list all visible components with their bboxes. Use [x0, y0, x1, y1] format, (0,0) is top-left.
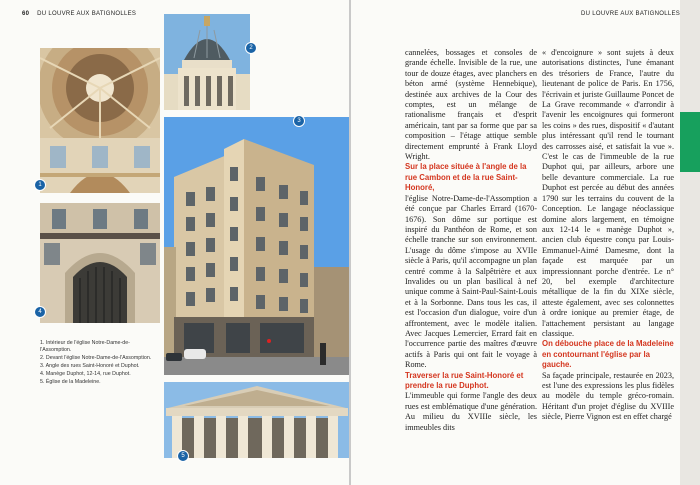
col1-para-2: l'église Notre-Dame-de-l'Assomption a été conçue par Charles Errard (1670-1676). Son dôme sur portique est inspiré du Panthéon de Rome, et son échelle tranche sur son environnement. L'usage du dôme s'impose au XVIIe siècle à Paris, qu'il accompagne un plan centré comme à la Salpêtrière et aux Invalides ou un plan basilical à nef unique comme à Saint-Paul-Saint-Louis et à la Sorbonne. Dans tous les cas, il est l'occasion d'un dialogue, voire d'un affrontement, avec le modèle italien. Avec Jacques Lemercier, Errard fait en l'occurrence partie des maîtres d'œuvre actifs à Paris qui ont fait le voyage à Rome.: [405, 193, 537, 370]
left-running-title: DU LOUVRE AUX BATIGNOLLES: [37, 11, 137, 17]
col1-para-3: L'immeuble qui forme l'angle des deux rues est emblématique d'une génération. Au milieu du XVIIIe siècle, les immeubles dits: [405, 391, 537, 432]
caption-2: 2. Devant l'église Notre-Dame-de-l'Assomption.: [40, 355, 152, 361]
photo-dome-interior: [40, 48, 160, 193]
chapter-sidebar: [680, 0, 700, 485]
col1-heading-rue-duphot: Traverser la rue Saint-Honoré et prendre la rue Duphot.: [405, 370, 524, 390]
photo-manege-duphot: [40, 203, 160, 323]
caption-4: 4. Manège Duphot, 12-14, rue Duphot.: [40, 371, 131, 377]
left-running-head: [22, 11, 136, 17]
photo-madeleine: [164, 382, 349, 458]
text-column-2: [542, 48, 674, 423]
badge-3: 3: [293, 115, 305, 127]
col2-para-1: « d'encoignure » sont sujets à deux autorisations distinctes, l'une émanant des trésoriers de France, l'autre du lieutenant de police de Paris. En 1756, l'écrivain et juriste Guillaume Poncet de La Grave recommande « d'arrondir à l'avenir les encoignures qui formeront les coins » des rues, dispositif « d'autant plus intéressant qu'il rend le tournant des carrosses aisé, et satisfait la vue ». C'est le cas de l'immeuble de la rue Duphot qui, par ailleurs, arbore une belle devanture commerciale. La rue Duphot est percée au début des années 1790 sur les terrains du couvent de la Conception. Le langage néoclassique domine alors largement, en témoigne aux 12-14 le « manège Duphot », ancien club équestre conçu par Louis-Emmanuel-Aimé Damesme, dont la façade est marquée par un impressionnant porche d'entrée. Le n° 20, bel exemple d'architecture métallique de la fin du XIXe siècle, atteste également, avec ses colonnettes à ordre ionique au premier étage, de l'attachement persistant au langage classique.: [542, 48, 674, 338]
right-page: [351, 0, 700, 485]
chapter-tab-marker: [680, 112, 700, 172]
col1-heading-place-cambon: Sur la place située à l'angle de la rue Cambon et de la rue Saint-Honoré,: [405, 162, 527, 193]
caption-5: 5. Église de la Madeleine.: [40, 379, 101, 385]
photo-captions: [40, 340, 160, 387]
caption-3: 3. Angle des rues Saint-Honoré et Duphot.: [40, 363, 140, 369]
col2-heading-madeleine: On débouche place de la Madeleine en contournant l'église par la gauche.: [542, 339, 674, 370]
photo-corner-building: [164, 117, 349, 375]
col2-para-2: Sa façade principale, restaurée en 2023, est l'une des expressions les plus fidèles au modèle du temple gréco-romain. Héritant d'un projet d'église du XVIIIe siècle, Pierre Vignon est en effet chargé: [542, 370, 674, 422]
badge-5: 5: [177, 450, 189, 462]
badge-4: 4: [34, 306, 46, 318]
left-page-number: 60: [22, 11, 30, 17]
badge-2: 2: [245, 42, 257, 54]
photo-church-dome: [164, 14, 250, 110]
caption-1: 1. Intérieur de l'église Notre-Dame-de-l'Assomption.: [40, 340, 130, 353]
text-column-1: [405, 48, 537, 433]
left-page: [0, 0, 349, 485]
right-running-title: DU LOUVRE AUX BATIGNOLLES: [581, 11, 681, 17]
badge-1: 1: [34, 179, 46, 191]
right-running-head: [581, 11, 695, 17]
col1-para-1: cannelées, bossages et consoles de grande échelle. Invisible de la rue, une tour de douze étages, avec planchers en béton armé (système Hennebique), destinée aux archives de la Cour des comptes, est un mélange de rationalisme français et d'esprit américain, tant par sa forme que par sa composition – l'étage attique semble directement emprunté à Frank Lloyd Wright.: [405, 48, 537, 162]
